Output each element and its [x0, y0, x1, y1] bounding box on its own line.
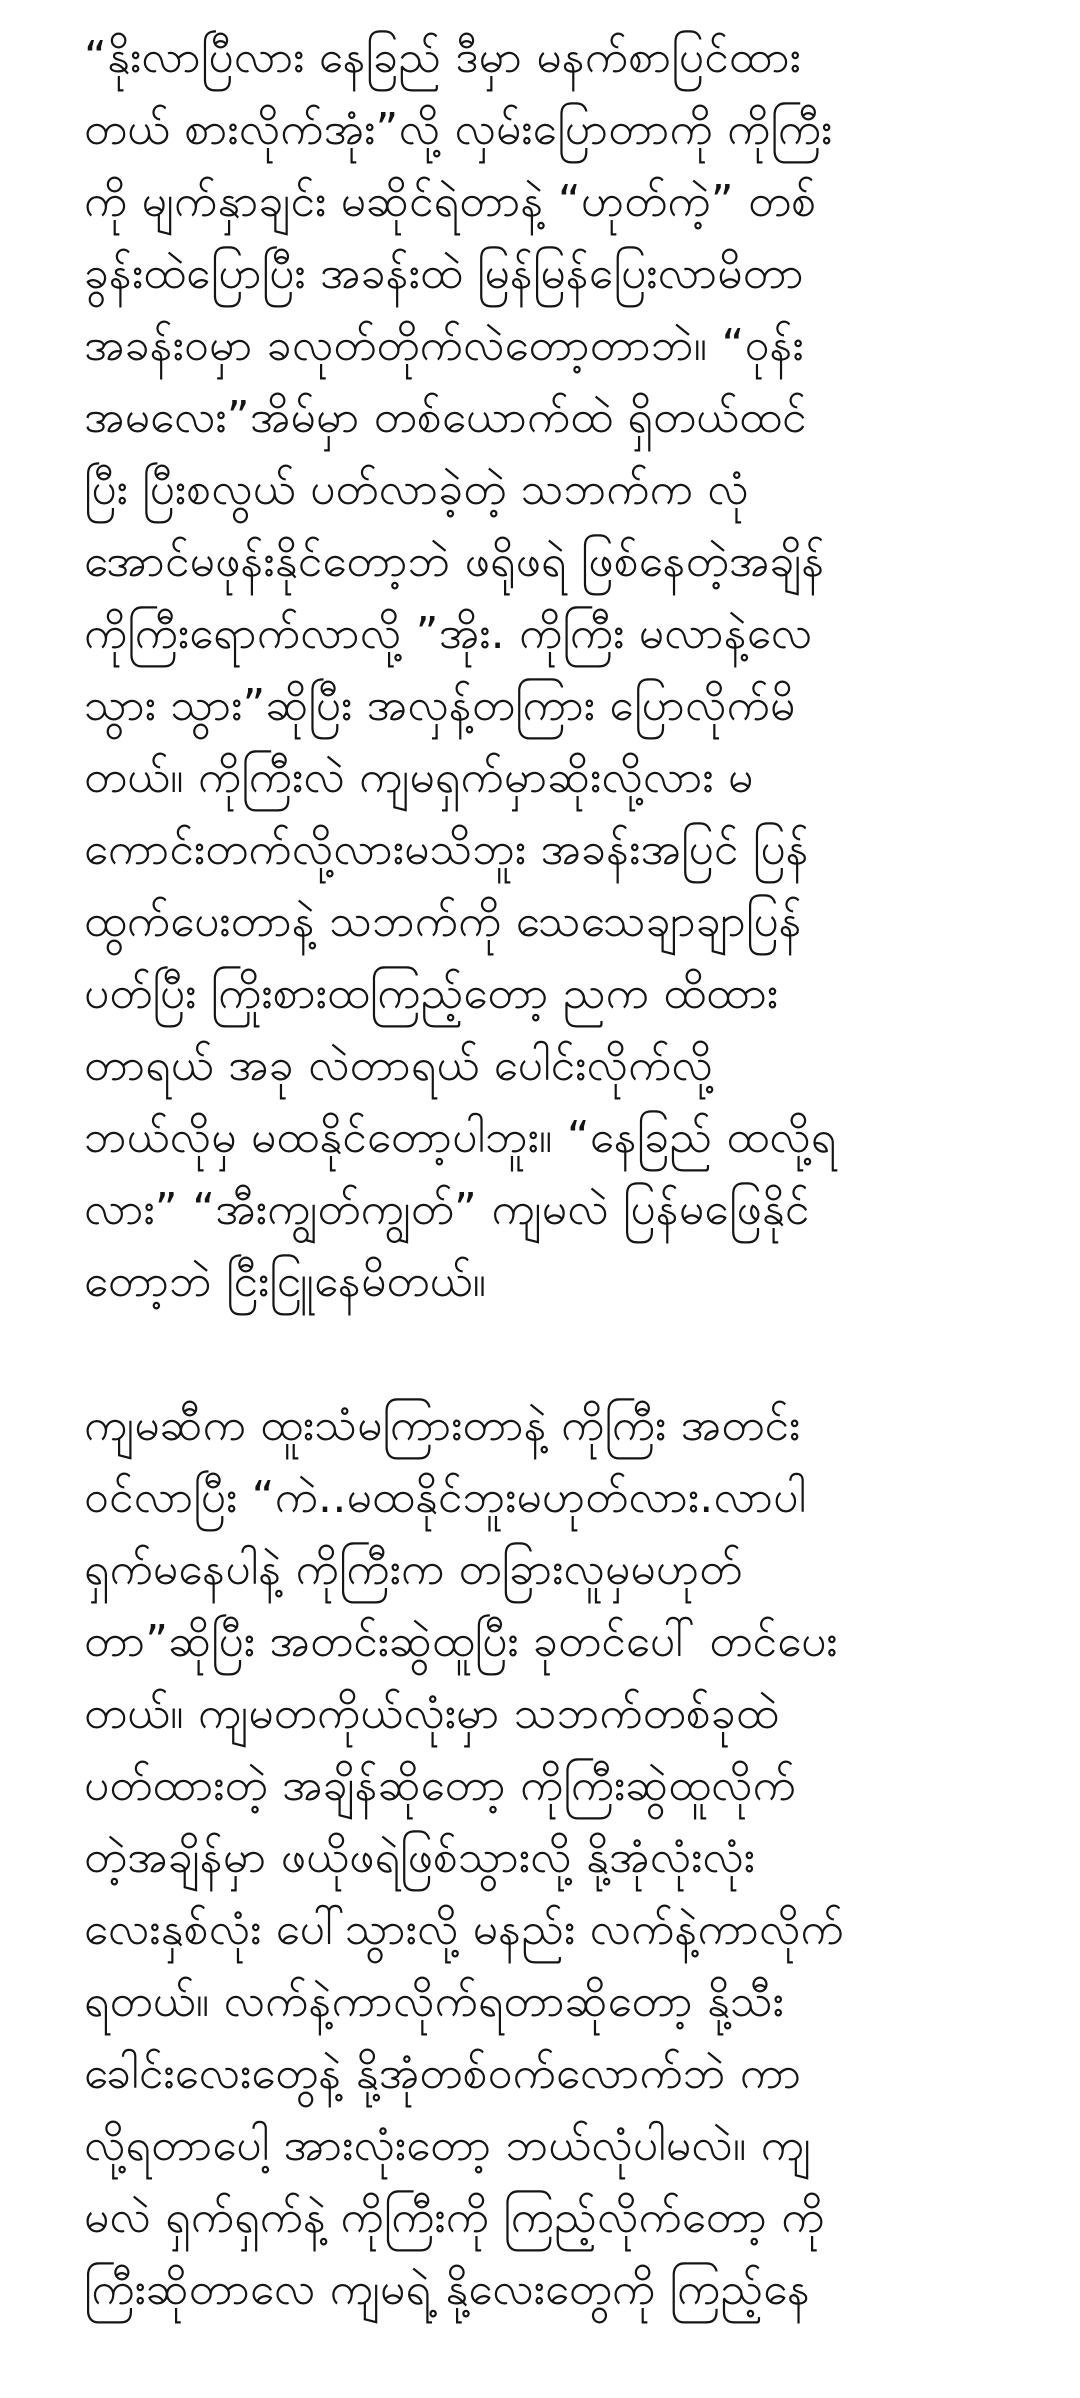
text-line: ခေါင်းလေးတွေနဲ့ နို့အုံတစ်ဝက်လောက်ဘဲ ကာ: [84, 2048, 802, 2099]
text-line: တော့ဘဲ ငြီးငြူနေမိတယ်။: [84, 1256, 487, 1307]
text-line: အခန်းဝမှာ ခလုတ်တိုက်လဲတော့တာဘဲ။ “ဝုန်း: [84, 320, 804, 371]
text-line: တာ”ဆိုပြီး အတင်းဆွဲထူပြီး ခုတင်ပေါ် တင်ပေး: [84, 1616, 838, 1667]
text-line: ကောင်းတက်လို့လားမသိဘူး အခန်းအပြင် ပြန်: [84, 824, 809, 875]
text-line: ရတယ်။ လက်နဲ့ကာလိုက်ရတာဆိုတော့ နို့သီး: [84, 1976, 785, 2027]
text-line: ကို မျက်နှာချင်း မဆိုင်ရဲတာနဲ့ “ဟုတ်ကဲ့” တစ်: [84, 176, 817, 227]
text-line: တာရယ် အခု လဲတာရယ် ပေါင်းလိုက်လို့: [84, 1040, 713, 1091]
text-line: ကိုကြီးရောက်လာလို့ ”အိုး. ကိုကြီး မလာနဲ့လေ: [84, 608, 813, 659]
text-line: လို့ရတာပေါ့ အားလုံးတော့ ဘယ်လုံပါမလဲ။ ကျ: [84, 2120, 812, 2171]
text-line: အောင်မဖုန်းနိုင်တော့ဘဲ ဖရိုဖရဲ ဖြစ်နေတဲ့အချိန်: [84, 536, 825, 587]
text-line: သွား သွား”ဆိုပြီး အလှန့်တကြား ပြောလိုက်မိ: [84, 680, 796, 731]
text-line: တယ်။ ကျမတကိုယ်လုံးမှာ သဘက်တစ်ခုထဲ: [84, 1688, 779, 1739]
text-line: တယ် စားလိုက်အုံး”လို့ လှမ်းပြောတာကို ကိုကြီး: [84, 104, 833, 155]
text-line: ထွက်ပေးတာနဲ့ သဘက်ကို သေသေချာချာပြန်: [84, 896, 802, 947]
text-line: ပြီး ပြီးစလွယ် ပတ်လာခဲ့တဲ့ သဘက်က လုံ: [84, 464, 749, 515]
text-line: လေးနှစ်လုံး ပေါ်သွားလို့ မနည်း လက်နဲ့ကာလိုက်: [84, 1904, 844, 1955]
story-text: [84, 22, 1004, 2398]
text-line: ပတ်ထားတဲ့ အချိန်ဆိုတော့ ကိုကြီးဆွဲထူလိုက်: [84, 1760, 796, 1811]
text-line: ရှက်မနေပါနဲ့ ကိုကြီးက တခြားလူမှမဟုတ်: [84, 1544, 743, 1595]
text-line: ပတ်ပြီး ကြိုးစားထကြည့်တော့ ညက ထိထား: [84, 968, 779, 1019]
text-line: “နိုးလာပြီလား နေခြည် ဒီမှာ မနက်စာပြင်ထား: [84, 32, 802, 83]
text-line: တဲ့အချိန်မှာ ဖယိုဖရဲဖြစ်သွားလို့ နို့အုံလုံးလုံး: [84, 1832, 756, 1883]
text-line: ကြီးဆိုတာလေ ကျမရဲ့ နို့လေးတွေကို ကြည့်နေ: [84, 2264, 811, 2315]
text-line: လား” “အီးကျွတ်ကျွတ်” ကျမလဲ ပြန်မဖြေနိုင်: [84, 1184, 810, 1235]
paragraph: [84, 1390, 1004, 2326]
text-line: ကျမဆီက ထူးသံမကြားတာနဲ့ ကိုကြီး အတင်း: [84, 1400, 801, 1451]
text-line: ဘယ်လိုမှ မထနိုင်တော့ပါဘူး။ “နေခြည် ထလို့ရ: [84, 1112, 837, 1163]
text-line: မလဲ ရှက်ရှက်နဲ့ ကိုကြီးကို ကြည့်လိုက်တော့ ကို: [84, 2192, 825, 2243]
text-line: ဝင်လာပြီး “ကဲ..မထနိုင်ဘူးမဟုတ်လား.လာပါ: [84, 1472, 807, 1523]
paragraph: [84, 22, 1004, 1318]
text-line: တယ်။ ကိုကြီးလဲ ကျမရှက်မှာဆိုးလို့လား မ: [84, 752, 754, 803]
text-line: ခွန်းထဲပြောပြီး အခန်းထဲ မြန်မြန်ပြေးလာမိတာ: [84, 248, 804, 299]
text-line: အမလေး”အိမ်မှာ တစ်ယောက်ထဲ ရှိတယ်ထင်: [84, 392, 807, 443]
